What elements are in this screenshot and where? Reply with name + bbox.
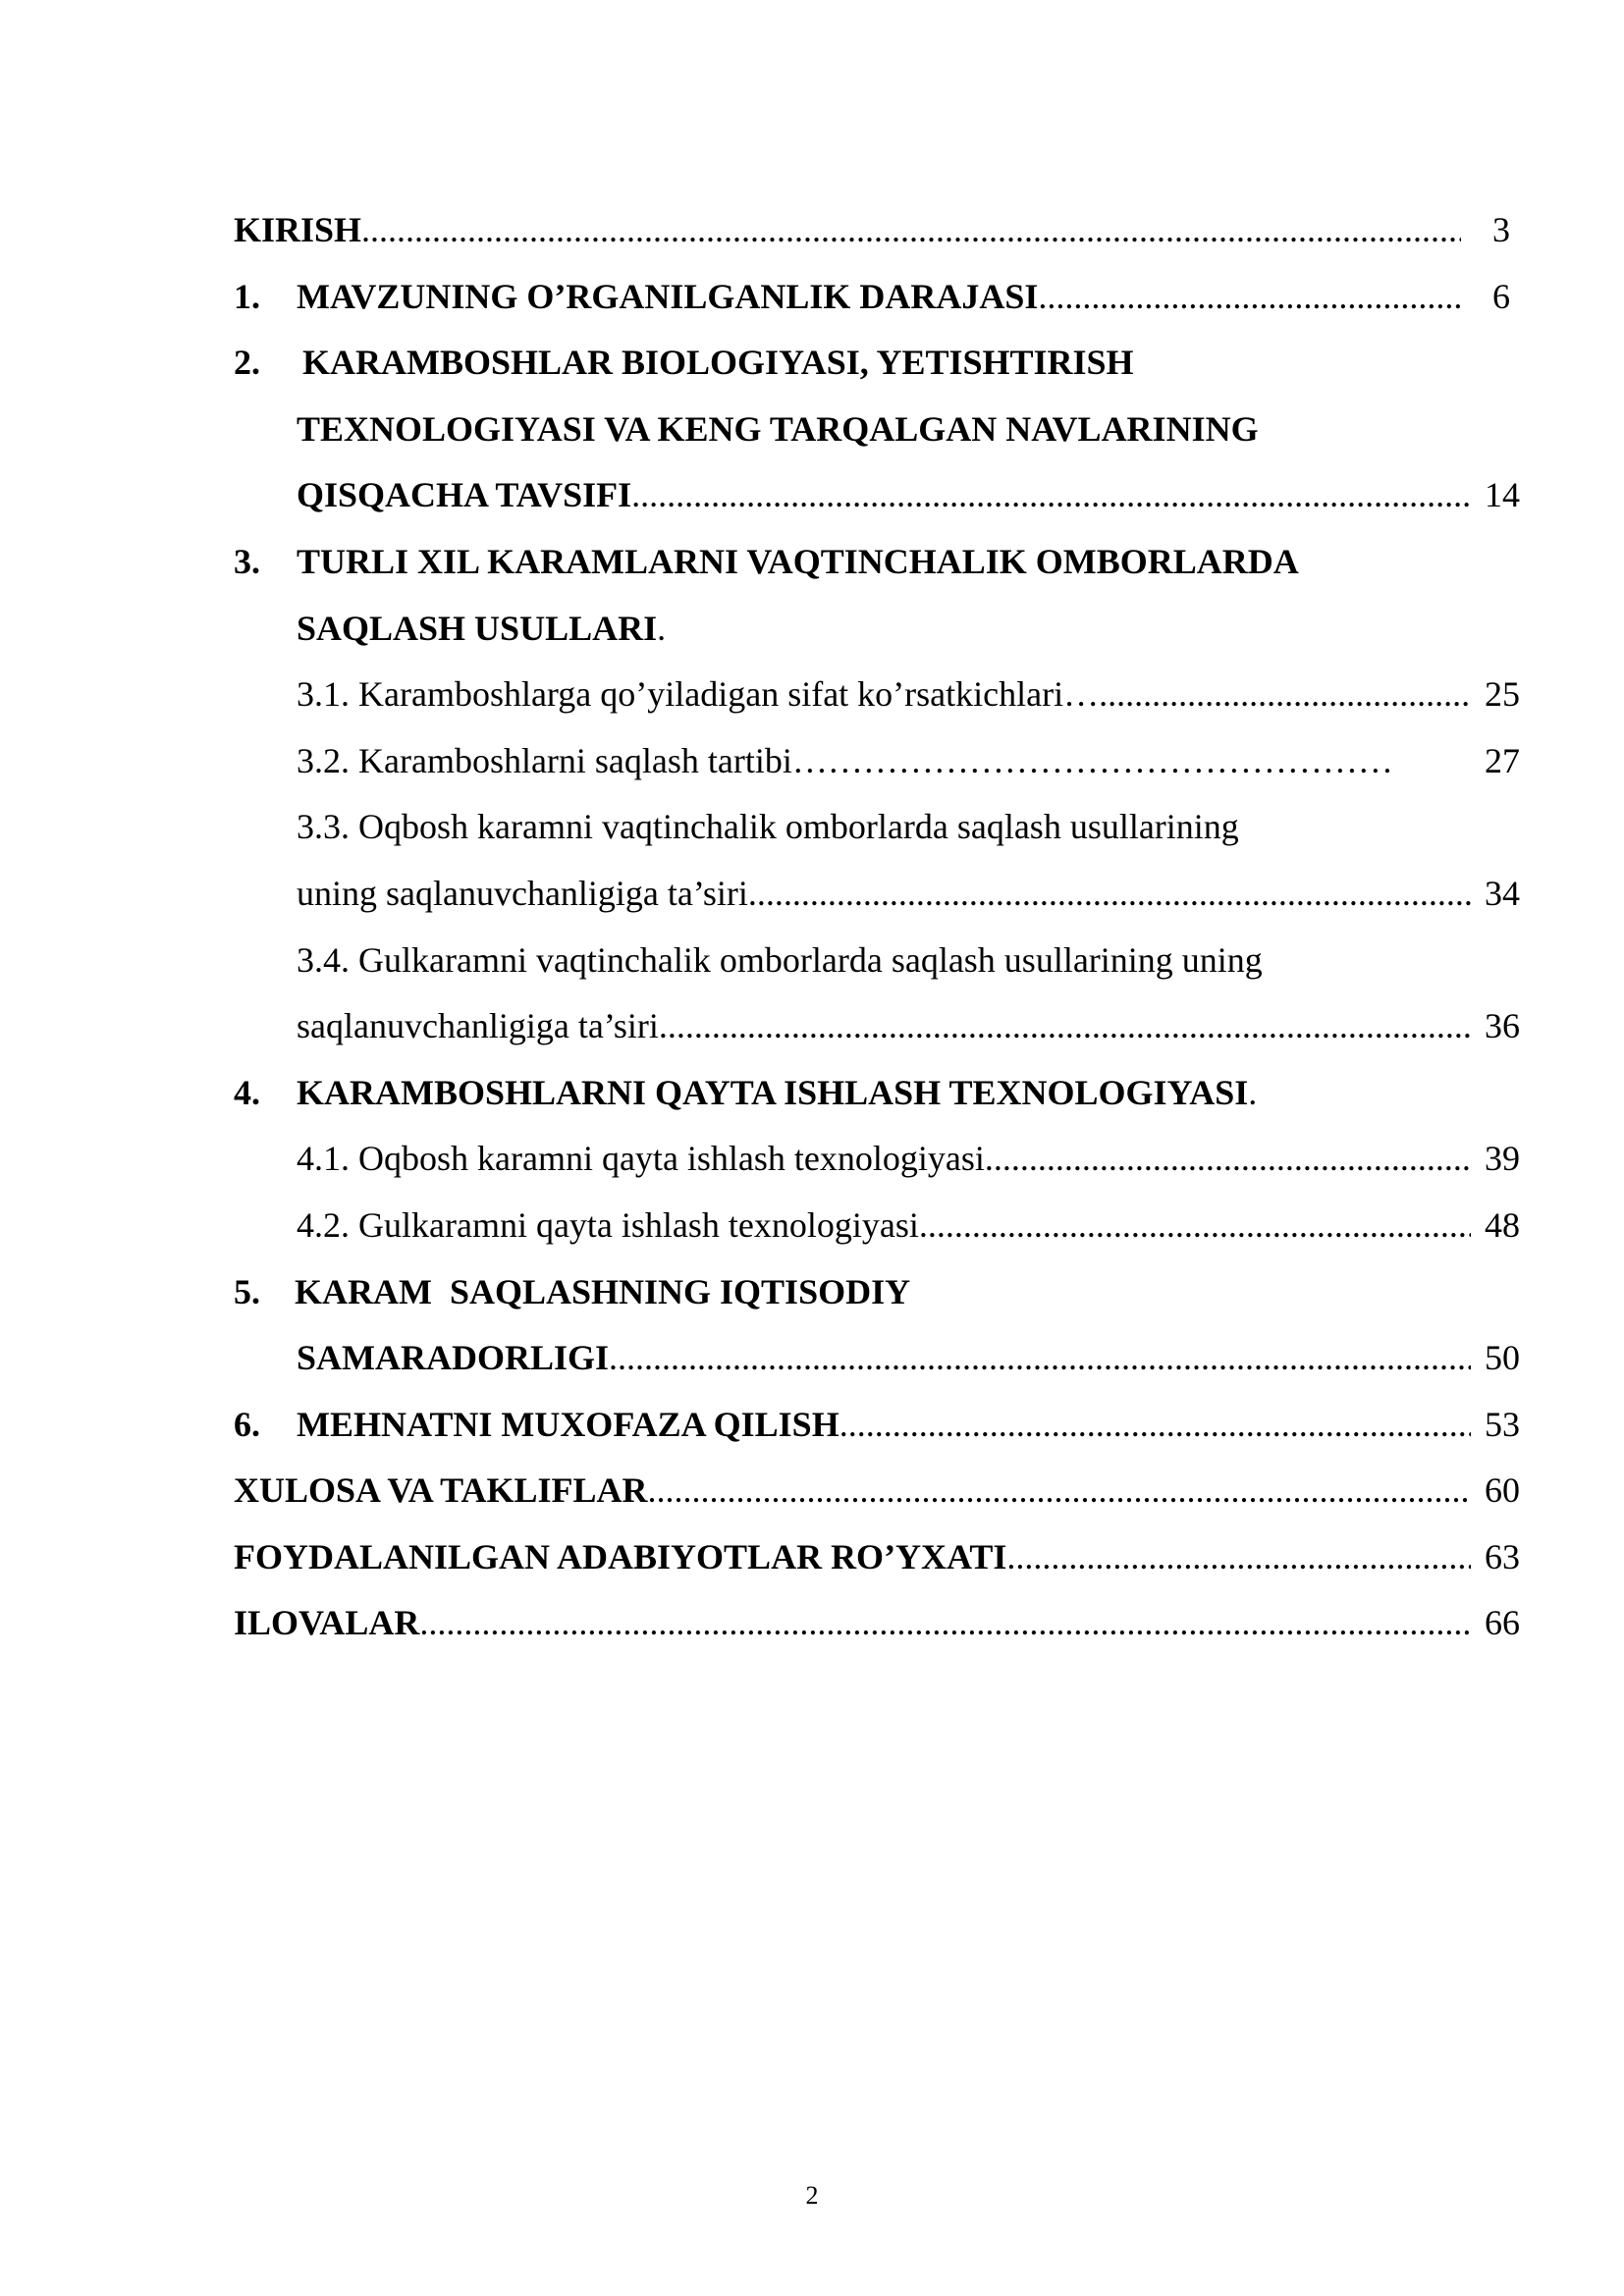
toc-page-number: 50 xyxy=(1485,1338,1520,1378)
toc-page-number: 34 xyxy=(1485,873,1520,913)
toc-page-number: 48 xyxy=(1485,1204,1520,1245)
toc-entry-section-6[interactable] xyxy=(234,1391,1520,1458)
toc-title: MAVZUNING O’RGANILGANLIK DARAJASI xyxy=(297,276,1039,316)
toc-page-number: 60 xyxy=(1485,1470,1520,1511)
toc-title: KARAMBOSHLARNI QAYTA ISHLASH TEXNOLOGIYASI xyxy=(297,1072,1249,1112)
toc-title-line-2: uning saqlanuvchanligiga ta’siri xyxy=(297,873,748,913)
toc-entry-section-1[interactable] xyxy=(234,263,1520,330)
table-of-contents xyxy=(234,196,1520,1656)
toc-entry-adabiyotlar[interactable] xyxy=(234,1523,1520,1590)
toc-entry-kirish[interactable] xyxy=(234,196,1520,263)
toc-entry-xulosa[interactable] xyxy=(234,1457,1520,1523)
section-number: 5. xyxy=(234,1271,260,1311)
toc-title: FOYDALANILGAN ADABIYOTLAR RO’YXATI xyxy=(234,1536,1007,1576)
page-number-footer: 2 xyxy=(805,2181,819,2210)
toc-title-line-1: TURLI XIL KARAMLARNI VAQTINCHALIK OMBORLARDA xyxy=(297,541,1299,581)
toc-title-line-3: QISQACHA TAVSIFI xyxy=(297,475,632,515)
toc-title: ILOVALAR xyxy=(234,1603,420,1643)
dot-leader xyxy=(1038,277,1461,316)
toc-entry-section-3-4[interactable] xyxy=(234,927,1520,993)
toc-entry-section-4-1[interactable] xyxy=(234,1125,1520,1192)
toc-title-line-1: KARAM SAQLASHNING IQTISODIY xyxy=(295,1271,911,1311)
dot-leader xyxy=(1099,674,1471,714)
toc-entry-section-4[interactable] xyxy=(234,1059,1520,1126)
dot-leader xyxy=(361,210,1461,249)
section-number: 1. xyxy=(234,276,260,316)
toc-page-number: 66 xyxy=(1485,1603,1520,1643)
toc-title-line-1: KARAMBOSHLAR BIOLOGIYASI, YETISHTIRISH xyxy=(302,343,1134,383)
toc-entry-ilovalar[interactable] xyxy=(234,1589,1520,1656)
toc-title: MEHNATNI MUXOFAZA QILISH xyxy=(297,1404,839,1444)
dot-leader xyxy=(419,1603,1471,1642)
toc-entry-section-3-3[interactable] xyxy=(234,793,1520,860)
dot-leader xyxy=(647,1470,1471,1510)
dot-leader xyxy=(985,1139,1471,1178)
toc-entry-section-5[interactable] xyxy=(234,1258,1520,1325)
section-number: 6. xyxy=(234,1404,260,1444)
toc-title-line-1: 3.4. Gulkaramni vaqtinchalik omborlarda saqlash usullarining uning xyxy=(297,939,1263,980)
section-number: 2. xyxy=(234,343,260,383)
toc-entry-section-3-4-cont xyxy=(234,992,1520,1059)
toc-title-line-2: TEXNOLOGIYASI VA KENG TARQALGAN NAVLARINING xyxy=(297,408,1259,449)
toc-title: XULOSA VA TAKLIFLAR xyxy=(234,1470,648,1511)
toc-entry-section-3[interactable] xyxy=(234,528,1520,595)
toc-entry-section-5-cont xyxy=(234,1324,1520,1391)
toc-page-number: 36 xyxy=(1485,1006,1520,1046)
dot-leader xyxy=(609,1338,1471,1377)
toc-title-line-2: SAMARADORLIGI xyxy=(297,1338,610,1378)
toc-page-number: 14 xyxy=(1485,475,1520,515)
toc-title-suffix: . xyxy=(1248,1072,1258,1112)
dot-leader xyxy=(631,475,1471,514)
section-number: 3. xyxy=(234,541,260,581)
dot-leader xyxy=(919,1205,1471,1245)
dot-leader xyxy=(1006,1537,1471,1576)
toc-page-number: 3 xyxy=(1492,210,1510,249)
toc-title-line-2: saqlanuvchanligiga ta’siri xyxy=(297,1006,659,1046)
toc-page-number: 27 xyxy=(1485,740,1520,780)
toc-entry-section-3-cont xyxy=(234,595,1520,662)
toc-title: 4.2. Gulkaramni qayta ishlash texnologiyasi xyxy=(297,1204,919,1245)
toc-entry-section-4-2[interactable] xyxy=(234,1192,1520,1258)
toc-entry-section-3-3-cont xyxy=(234,860,1520,927)
toc-page-number: 6 xyxy=(1492,276,1510,316)
section-number: 4. xyxy=(234,1072,260,1112)
toc-page-number: 39 xyxy=(1485,1139,1520,1179)
toc-title-line-2: SAQLASH USULLARI xyxy=(297,608,658,648)
toc-entry-section-2[interactable] xyxy=(234,329,1520,396)
toc-entry-section-2-cont xyxy=(234,396,1520,462)
toc-page-number: 25 xyxy=(1485,674,1520,715)
dot-leader xyxy=(748,874,1471,913)
toc-entry-section-3-2[interactable] xyxy=(234,727,1520,794)
toc-entry-section-2-end xyxy=(234,461,1520,528)
toc-title-line-1: 3.3. Oqbosh karamni vaqtinchalik omborlarda saqlash usullarining xyxy=(297,807,1239,847)
toc-title: 4.1. Oqbosh karamni qayta ishlash texnologiyasi xyxy=(297,1139,985,1179)
toc-title: KIRISH xyxy=(234,210,362,249)
toc-entry-section-3-1[interactable] xyxy=(234,661,1520,727)
toc-page-number: 53 xyxy=(1485,1404,1520,1444)
toc-title: 3.2. Karamboshlarni saqlash tartibi…………………………………………… xyxy=(297,740,1393,780)
dot-leader xyxy=(659,1006,1471,1045)
toc-title-suffix: . xyxy=(657,608,667,648)
toc-page-number: 63 xyxy=(1485,1536,1520,1576)
toc-title: 3.1. Karamboshlarga qo’yiladigan sifat ko’rsatkichlari… xyxy=(297,674,1100,715)
dot-leader xyxy=(839,1405,1471,1444)
